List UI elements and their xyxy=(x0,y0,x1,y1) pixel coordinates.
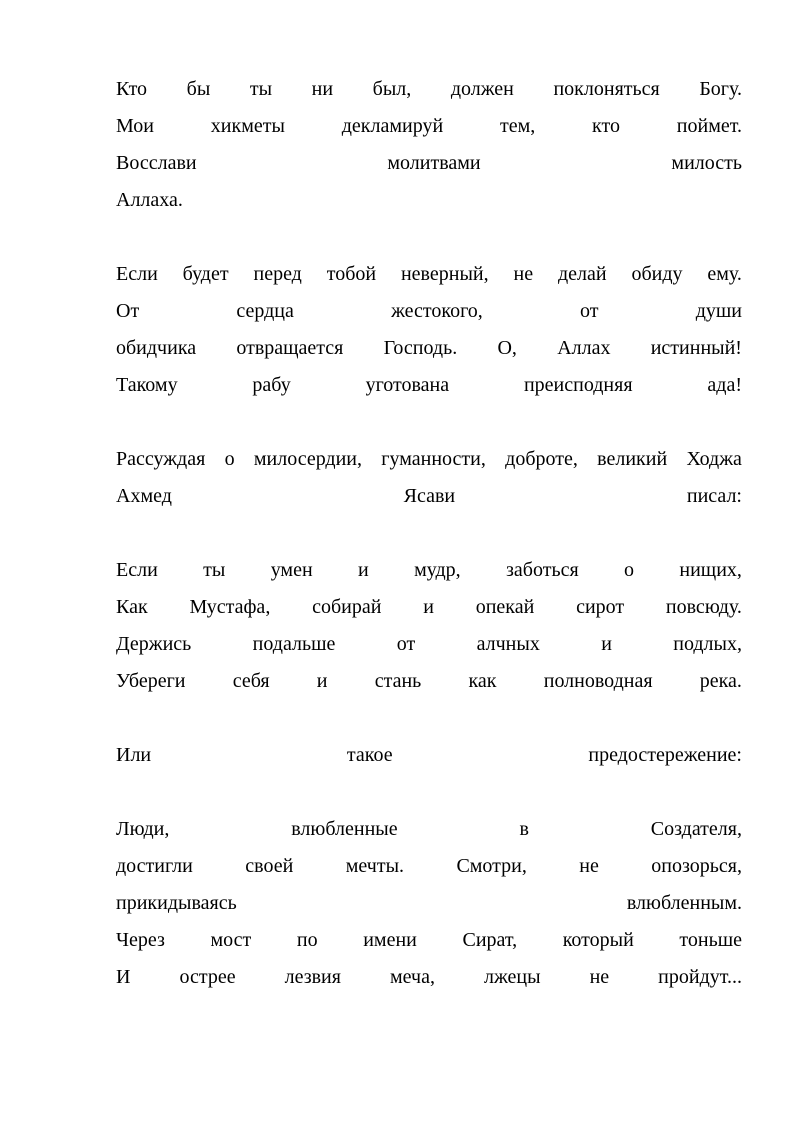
paragraph-gap xyxy=(116,404,742,441)
word: повсюду. xyxy=(665,596,742,618)
word: Если xyxy=(116,559,158,581)
word: нищих, xyxy=(679,559,742,581)
text-line xyxy=(116,256,742,293)
poem-text xyxy=(116,71,742,996)
word: неверный, xyxy=(400,263,489,285)
word: такое xyxy=(346,744,393,766)
word: писал: xyxy=(686,485,742,507)
word: подлых, xyxy=(673,633,742,655)
word: Господь. xyxy=(383,337,458,359)
word: обидчика xyxy=(116,337,197,359)
word: будет xyxy=(182,263,229,285)
word: река. xyxy=(699,670,742,692)
word: милость xyxy=(671,152,742,174)
word: по xyxy=(296,929,318,951)
word: Аллаха. xyxy=(116,189,183,211)
word: кто xyxy=(592,115,620,137)
word: пройдут... xyxy=(658,966,742,988)
paragraph-6 xyxy=(116,811,742,996)
word: Или xyxy=(116,744,152,766)
paragraph-3 xyxy=(116,441,742,515)
word: Ходжа xyxy=(686,448,742,470)
word: стань xyxy=(374,670,422,692)
paragraph-4 xyxy=(116,552,742,700)
word: Через xyxy=(116,929,165,951)
word: как xyxy=(468,670,497,692)
text-line xyxy=(116,182,742,219)
word: Как xyxy=(116,596,148,618)
word: от xyxy=(580,300,599,322)
word: Богу. xyxy=(699,78,742,100)
paragraph-5 xyxy=(116,737,742,774)
word: полноводная xyxy=(543,670,653,692)
word: Убереги xyxy=(116,670,186,692)
word: поклоняться xyxy=(553,78,660,100)
word: лжецы xyxy=(483,966,541,988)
paragraph-2 xyxy=(116,256,742,404)
text-line xyxy=(116,71,742,108)
word: себя xyxy=(232,670,270,692)
word: души xyxy=(695,300,742,322)
word: и xyxy=(423,596,434,618)
word: истинный! xyxy=(650,337,742,359)
word: бы xyxy=(186,78,211,100)
word: делай xyxy=(557,263,607,285)
word: ты xyxy=(203,559,226,581)
word: мост xyxy=(210,929,252,951)
word: От xyxy=(116,300,140,322)
word: и xyxy=(358,559,369,581)
text-line xyxy=(116,330,742,367)
word: прикидываясь xyxy=(116,892,237,914)
text-line xyxy=(116,145,742,182)
word: Если xyxy=(116,263,158,285)
word: ни xyxy=(311,78,334,100)
word: ада! xyxy=(707,374,742,396)
text-line xyxy=(116,441,742,478)
word: сирот xyxy=(576,596,625,618)
word: обиду xyxy=(631,263,683,285)
word: хикметы xyxy=(210,115,285,137)
text-line xyxy=(116,922,742,959)
word: заботься xyxy=(506,559,579,581)
word: молитвами xyxy=(387,152,481,174)
word: Мустафа, xyxy=(189,596,271,618)
word: великий xyxy=(597,448,668,470)
word: Ахмед xyxy=(116,485,172,507)
word: в xyxy=(519,818,529,840)
text-line xyxy=(116,626,742,663)
word: не xyxy=(589,966,610,988)
word: Смотри, xyxy=(456,855,527,877)
word: Держись xyxy=(116,633,192,655)
word: ты xyxy=(249,78,273,100)
word: опозорься, xyxy=(651,855,742,877)
word: меча, xyxy=(389,966,435,988)
word: тем, xyxy=(499,115,536,137)
word: и xyxy=(316,670,328,692)
paragraph-gap xyxy=(116,700,742,737)
word: Мои xyxy=(116,115,154,137)
paragraph-gap xyxy=(116,515,742,552)
word: тобой xyxy=(326,263,377,285)
word: Создателя, xyxy=(650,818,742,840)
word: алчных xyxy=(476,633,540,655)
word: влюбленные xyxy=(291,818,398,840)
word: Восслави xyxy=(116,152,197,174)
word: сердца xyxy=(236,300,294,322)
word: перед xyxy=(253,263,302,285)
word: И xyxy=(116,966,131,988)
word: тоньше xyxy=(679,929,742,951)
word: уготована xyxy=(365,374,450,396)
text-line xyxy=(116,589,742,626)
word: Аллах xyxy=(557,337,611,359)
word: предостережение: xyxy=(588,744,742,766)
word: от xyxy=(396,633,416,655)
word: поймет. xyxy=(676,115,742,137)
word: декламируй xyxy=(341,115,444,137)
word: о xyxy=(624,559,635,581)
word: Сират, xyxy=(462,929,518,951)
word: собирай xyxy=(312,596,382,618)
word: Кто xyxy=(116,78,148,100)
word: Люди, xyxy=(116,818,170,840)
word: был, xyxy=(372,78,412,100)
text-line xyxy=(116,811,742,848)
text-line xyxy=(116,552,742,589)
word: достигли xyxy=(116,855,193,877)
word: доброте, xyxy=(505,448,578,470)
word: не xyxy=(579,855,599,877)
paragraph-gap xyxy=(116,219,742,256)
text-line xyxy=(116,737,742,774)
word: рабу xyxy=(252,374,291,396)
word: подальше xyxy=(252,633,336,655)
word: имени xyxy=(363,929,417,951)
word: должен xyxy=(450,78,514,100)
word: который xyxy=(562,929,634,951)
word: преисподняя xyxy=(523,374,633,396)
word: мудр, xyxy=(414,559,461,581)
word: умен xyxy=(270,559,313,581)
word: опекай xyxy=(475,596,535,618)
word: ему. xyxy=(707,263,742,285)
word: Ясави xyxy=(403,485,456,507)
word: гуманности, xyxy=(381,448,486,470)
word: и xyxy=(601,633,612,655)
word: влюбленным. xyxy=(626,892,742,914)
word: своей xyxy=(245,855,294,877)
text-line xyxy=(116,108,742,145)
word: милосердии, xyxy=(253,448,363,470)
word: не xyxy=(513,263,534,285)
word: лезвия xyxy=(284,966,341,988)
word: Рассуждая xyxy=(116,448,206,470)
word: острее xyxy=(179,966,236,988)
word: отвращается xyxy=(236,337,344,359)
text-line xyxy=(116,478,742,515)
text-line xyxy=(116,663,742,700)
word: о xyxy=(224,448,235,470)
text-line xyxy=(116,848,742,885)
word: Такому xyxy=(116,374,178,396)
text-line xyxy=(116,885,742,922)
word: О, xyxy=(497,337,517,359)
text-line xyxy=(116,959,742,996)
word: мечты. xyxy=(345,855,405,877)
text-line xyxy=(116,293,742,330)
word: жестокого, xyxy=(391,300,483,322)
paragraph-1 xyxy=(116,71,742,219)
text-line xyxy=(116,367,742,404)
paragraph-gap xyxy=(116,774,742,811)
